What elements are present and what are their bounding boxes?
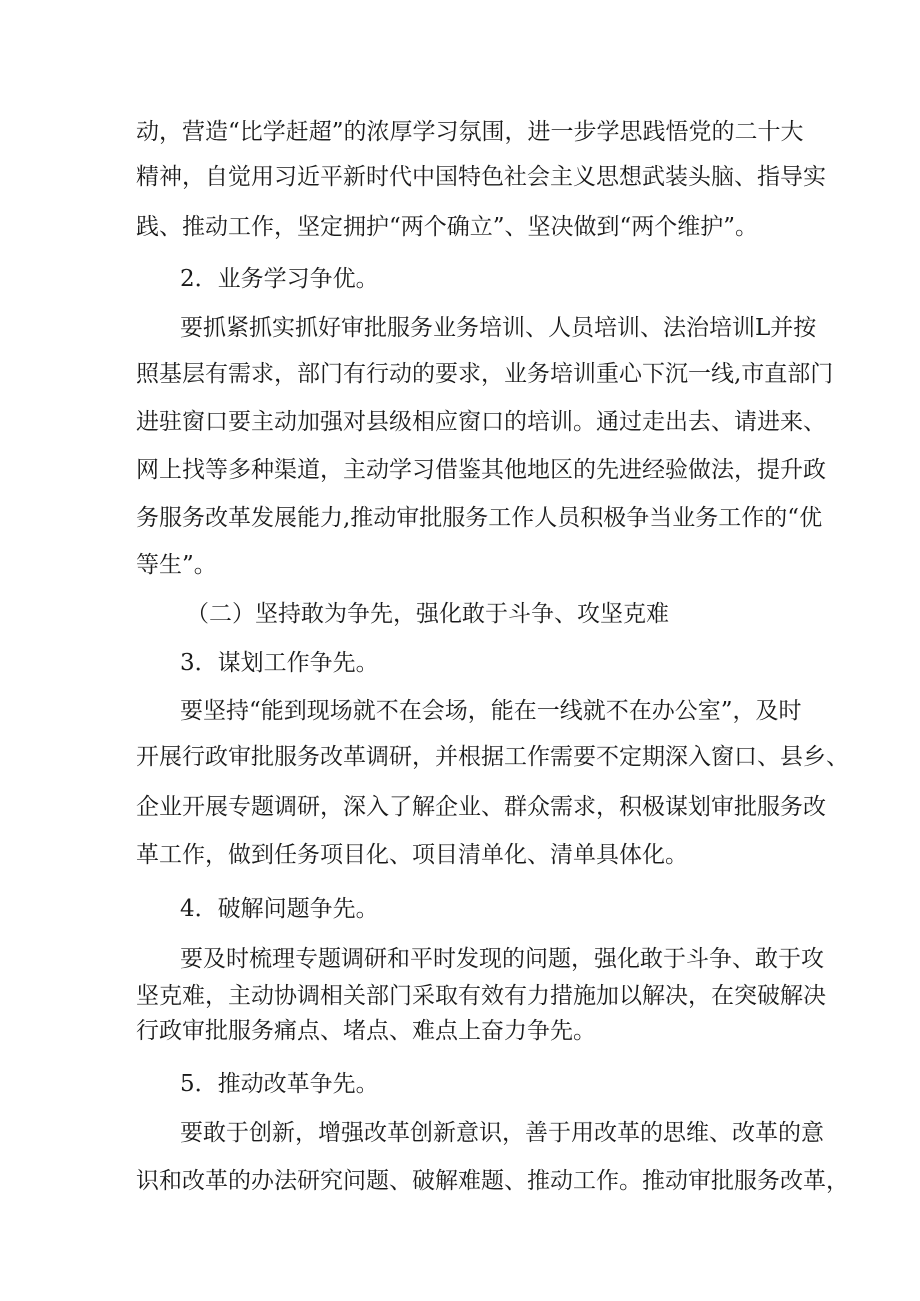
- paragraph-line: 坚克难，主动协调相关部门采取有效有力措施加以解决，在突破解决: [136, 983, 826, 1009]
- paragraph-line: 网上找等多种渠道，主动学习借鉴其他地区的先进经验做法，提升政: [136, 457, 826, 483]
- paragraph-line: 践、推动工作，坚定拥护“两个确立”、坚决做到“两个维护”。: [136, 214, 759, 240]
- paragraph-line: 革工作，做到任务项目化、项目清单化、清单具体化。: [136, 842, 688, 868]
- paragraph-line: 务服务改革发展能力,推动审批服务工作人员积极争当业务工作的“优: [136, 505, 823, 531]
- paragraph-line: 动，营造“比学赶超”的浓厚学习氛围，进一步学思践悟党的二十大: [136, 119, 804, 145]
- paragraph-line: 照基层有需求，部门有行动的要求，业务培训重心下沉一线,市直部门: [136, 361, 834, 387]
- section-heading: 4．破解问题争先。: [180, 896, 379, 922]
- paragraph-line: 要及时梳理专题调研和平时发现的问题，强化敢于斗争、敢于攻: [180, 946, 824, 972]
- paragraph-line: 进驻窗口要主动加强对县级相应窗口的培训。通过走出去、请进来、: [136, 409, 826, 435]
- paragraph-line: 开展行政审批服务改革调研，并根据工作需要不定期深入窗口、县乡、: [136, 744, 849, 770]
- paragraph-line: 要抓紧抓实抓好审批服务业务培训、人员培训、法治培训L并按: [180, 315, 817, 341]
- paragraph-line: 等生”。: [136, 552, 217, 578]
- paragraph-line: 要敢于创新，增强改革创新意识，善于用改革的思维、改革的意: [180, 1120, 824, 1146]
- paragraph-line: 识和改革的办法研究问题、破解难题、推动工作。推动审批服务改革，: [136, 1168, 849, 1194]
- subsection-title: （二）坚持敢为争先，强化敢于斗争、攻坚克难: [186, 601, 669, 627]
- paragraph-line: 企业开展专题调研，深入了解企业、群众需求，积极谋划审批服务改: [136, 794, 826, 820]
- paragraph-line: 要坚持“能到现场就不在会场，能在一线就不在办公室”，及时: [180, 698, 802, 724]
- section-heading: 5．推动改革争先。: [180, 1071, 379, 1097]
- paragraph-line: 行政审批服务痛点、堵点、难点上奋力争先。: [136, 1018, 596, 1044]
- paragraph-line: 精神，自觉用习近平新时代中国特色社会主义思想武装头脑、指导实: [136, 164, 826, 190]
- section-heading: 2．业务学习争优。: [180, 266, 379, 292]
- section-heading: 3．谋划工作争先。: [180, 650, 379, 676]
